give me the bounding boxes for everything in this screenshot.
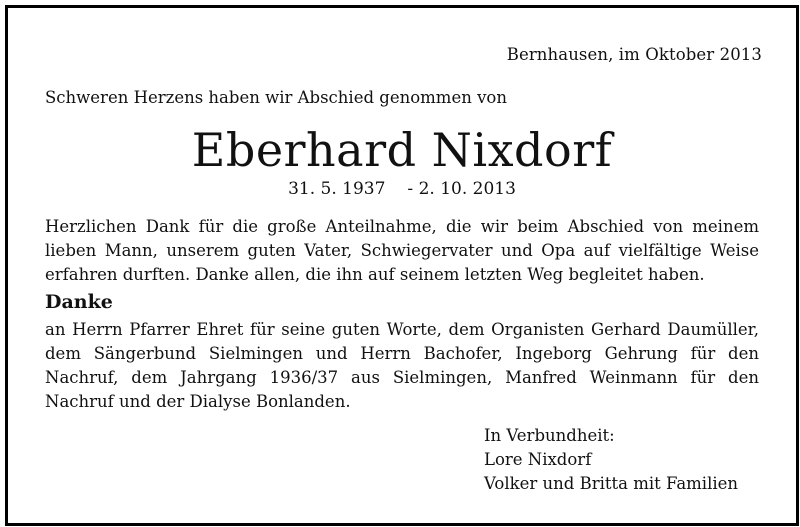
danke-heading: Danke — [45, 291, 113, 313]
life-dates — [8, 179, 796, 199]
signoff-family: Volker und Britta mit Familien — [484, 474, 739, 493]
death-date: - 2. 10. 2013 — [407, 179, 516, 199]
thanks-paragraph: Herzlichen Dank für die große Anteilnahme, die wir beim Abschied von meinem lieben Mann, unserem guten Vater, Schwiegervater und Opa auf vielfältige Weise erfahren durften. Danke allen, die ihn auf seinem letzten Weg begleitet haben. — [45, 217, 759, 284]
obituary-notice — [5, 5, 799, 526]
signoff-line: In Verbundheit: — [484, 426, 615, 445]
intro-line: Schweren Herzens haben wir Abschied genommen von — [45, 88, 507, 107]
signoff-name: Lore Nixdorf — [484, 450, 592, 469]
birth-date: 31. 5. 1937 — [288, 179, 386, 199]
signoff-block — [484, 424, 738, 496]
deceased-name: Eberhard Nixdorf — [191, 123, 613, 177]
danke-paragraph: an Herrn Pfarrer Ehret für seine guten Worte, dem Organisten Gerhard Daumüller, dem Sängerbund Sielmingen und Herrn Bachofer, Ingeborg Gehrung für den Nachruf, dem Jahrgang 1936/37 aus Sielmingen, Manfred Weinmann für den Nachruf und der Dialyse Bonlanden. — [45, 320, 759, 411]
place-date: Bernhausen, im Oktober 2013 — [506, 45, 762, 64]
